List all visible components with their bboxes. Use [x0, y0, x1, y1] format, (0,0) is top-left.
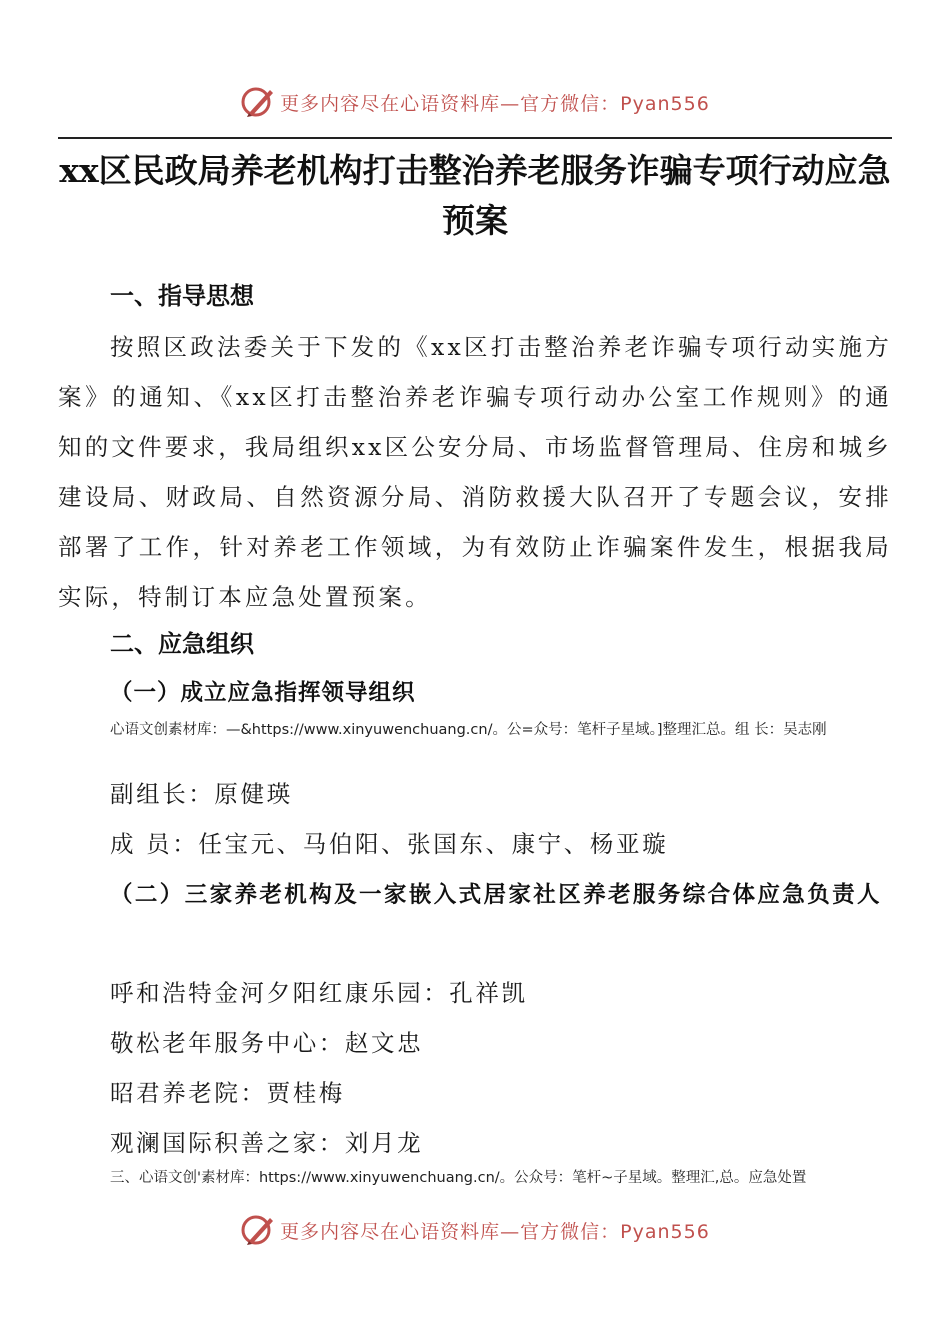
subsection-1-heading: （一）成立应急指挥领导组织	[110, 680, 416, 706]
banner-text: 更多内容尽在心语资料库—官方微信：Pyan556	[280, 1220, 710, 1243]
header-banner	[0, 82, 950, 122]
responsible-item: 昭君养老院：贾桂梅	[110, 1079, 345, 1107]
header-rule	[58, 137, 892, 139]
section-1-heading: 一、指导思想	[110, 282, 254, 310]
section-2-heading: 二、应急组织	[110, 630, 254, 658]
responsible-item: 观澜国际积善之家：刘月龙	[110, 1129, 424, 1157]
section-1-paragraph: 按照区政法委关于下发的《xx区打击整治养老诈骗专项行动实施方案》的通知、《xx区打击整治养老诈骗专项行动办公室工作规则》的通知的文件要求，我局组织xx区公安分局、市场监督管理局、住房和城乡建设局、财政局、自然资源分局、消防救援大队召开了专题会议，安排部署了工作，针对养老工作领域，为有效防止诈骗案件发生，根据我局实际，特制订本应急处置预案。	[58, 333, 892, 611]
footer-banner	[0, 1210, 950, 1250]
banner-text: 更多内容尽在心语资料库—官方微信：Pyan556	[280, 92, 710, 115]
deputy-leader-line: 副组长：原健瑛	[110, 780, 293, 808]
responsible-item: 呼和浩特金河夕阳红康乐园：孔祥凯	[110, 979, 528, 1007]
document-title: xx区民政局养老机构打击整治养老服务诈骗专项行动应急预案	[59, 151, 891, 240]
pen-circle-icon	[240, 1212, 276, 1248]
pen-circle-icon	[240, 84, 276, 120]
subsection-2-heading: （二）三家养老机构及一家嵌入式居家社区养老服务综合体应急负责人	[110, 882, 882, 908]
watermark-note-2: 三、心语文创'素材库：https://www.xinyuwenchuang.cn/。公众号：笔杆~子星域。整理汇,总。应急处置	[110, 1170, 807, 1186]
banner-wechat-id: Pyan556	[620, 92, 710, 115]
watermark-note-1: 心语文创素材库：—&https://www.xinyuwenchuang.cn/。公=众号：笔杆子星域。]整理汇总。组 长：吴志刚	[110, 722, 827, 738]
members-line: 成 员：任宝元、马伯阳、张国东、康宁、杨亚璇	[110, 830, 669, 858]
responsible-item: 敬松老年服务中心：赵文忠	[110, 1029, 424, 1057]
banner-wechat-id: Pyan556	[620, 1220, 710, 1243]
